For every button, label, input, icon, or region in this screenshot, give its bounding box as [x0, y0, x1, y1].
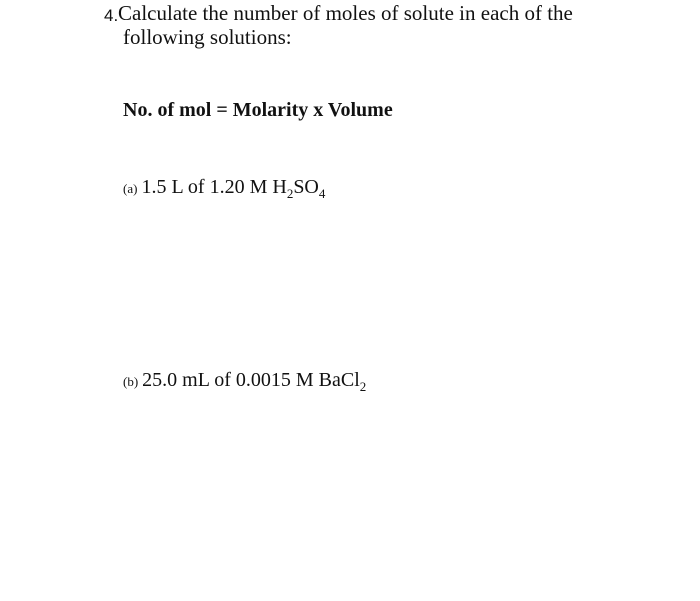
- part-a-text: 1.5 L of 1.20 M H: [141, 176, 287, 198]
- part-b-label: (b): [123, 374, 139, 389]
- part-a-text-so: SO: [293, 176, 319, 198]
- question-number: 4.: [104, 6, 119, 25]
- part-a-subscript-2: 2: [286, 186, 294, 201]
- moles-formula: No. of mol = Molarity x Volume: [123, 99, 393, 121]
- part-b-subscript-2: 2: [359, 379, 367, 394]
- question-text-line2: following solutions:: [123, 25, 292, 49]
- part-a-subscript-4: 4: [318, 186, 326, 201]
- question-text-line1: Calculate the number of moles of solute in each of the: [118, 1, 573, 25]
- part-b-text: 25.0 mL of 0.0015 M BaCl: [142, 369, 360, 391]
- part-b: [123, 369, 366, 392]
- part-a: [123, 176, 325, 199]
- part-a-label: (a): [123, 181, 138, 196]
